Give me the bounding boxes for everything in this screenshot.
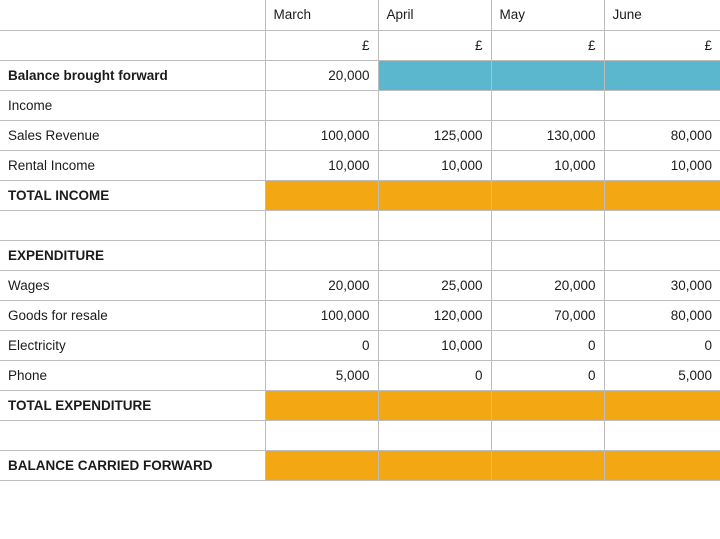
cell-rental-march[interactable]: 10,000 xyxy=(265,150,378,180)
cell-phone-march[interactable]: 5,000 xyxy=(265,360,378,390)
cell-total-income-april[interactable] xyxy=(378,180,491,210)
cell-expenditure-june[interactable] xyxy=(604,240,720,270)
row-label-total-income[interactable]: TOTAL INCOME xyxy=(0,180,265,210)
row-label-expenditure[interactable]: EXPENDITURE xyxy=(0,240,265,270)
table-row xyxy=(0,120,720,150)
column-header-may[interactable]: May xyxy=(491,0,604,30)
table-row xyxy=(0,360,720,390)
cell-income-may[interactable] xyxy=(491,90,604,120)
cell-wages-may[interactable]: 20,000 xyxy=(491,270,604,300)
table-row xyxy=(0,270,720,300)
cell-currency-may[interactable]: £ xyxy=(491,30,604,60)
cell-sales-march[interactable]: 100,000 xyxy=(265,120,378,150)
cell-total-income-may[interactable] xyxy=(491,180,604,210)
table-row xyxy=(0,60,720,90)
table-row xyxy=(0,180,720,210)
cell-spacer2-june[interactable] xyxy=(604,420,720,450)
cell-spacer2-april[interactable] xyxy=(378,420,491,450)
row-label-spacer-2[interactable] xyxy=(0,420,265,450)
cell-spacer1-april[interactable] xyxy=(378,210,491,240)
cell-income-april[interactable] xyxy=(378,90,491,120)
cell-total-exp-march[interactable] xyxy=(265,390,378,420)
row-label-income[interactable]: Income xyxy=(0,90,265,120)
cell-spacer2-may[interactable] xyxy=(491,420,604,450)
cell-bbf-may[interactable] xyxy=(491,60,604,90)
table-row xyxy=(0,390,720,420)
table-row xyxy=(0,210,720,240)
cell-rental-may[interactable]: 10,000 xyxy=(491,150,604,180)
row-label-balance-brought-forward[interactable]: Balance brought forward xyxy=(0,60,265,90)
cell-wages-march[interactable]: 20,000 xyxy=(265,270,378,300)
cell-bbf-april[interactable] xyxy=(378,60,491,90)
cell-rental-april[interactable]: 10,000 xyxy=(378,150,491,180)
cell-rental-june[interactable]: 10,000 xyxy=(604,150,720,180)
row-label-wages[interactable]: Wages xyxy=(0,270,265,300)
cell-wages-june[interactable]: 30,000 xyxy=(604,270,720,300)
cell-row-header-blank[interactable] xyxy=(0,0,265,30)
cell-electricity-march[interactable]: 0 xyxy=(265,330,378,360)
cell-goods-may[interactable]: 70,000 xyxy=(491,300,604,330)
cell-bbf-march[interactable]: 20,000 xyxy=(265,60,378,90)
table-row xyxy=(0,330,720,360)
cell-bbf-june[interactable] xyxy=(604,60,720,90)
cell-electricity-june[interactable]: 0 xyxy=(604,330,720,360)
cell-phone-may[interactable]: 0 xyxy=(491,360,604,390)
cell-goods-april[interactable]: 120,000 xyxy=(378,300,491,330)
cell-phone-june[interactable]: 5,000 xyxy=(604,360,720,390)
cell-expenditure-may[interactable] xyxy=(491,240,604,270)
cell-spacer1-june[interactable] xyxy=(604,210,720,240)
row-label-spacer-1[interactable] xyxy=(0,210,265,240)
column-header-april[interactable]: April xyxy=(378,0,491,30)
cell-phone-april[interactable]: 0 xyxy=(378,360,491,390)
cell-total-exp-may[interactable] xyxy=(491,390,604,420)
cell-total-exp-april[interactable] xyxy=(378,390,491,420)
table-row xyxy=(0,30,720,60)
cell-sales-june[interactable]: 80,000 xyxy=(604,120,720,150)
cell-currency-blank[interactable] xyxy=(0,30,265,60)
row-label-electricity[interactable]: Electricity xyxy=(0,330,265,360)
cell-expenditure-march[interactable] xyxy=(265,240,378,270)
table-row xyxy=(0,450,720,480)
cell-income-june[interactable] xyxy=(604,90,720,120)
table-row xyxy=(0,150,720,180)
cell-spacer1-march[interactable] xyxy=(265,210,378,240)
cell-electricity-april[interactable]: 10,000 xyxy=(378,330,491,360)
cell-goods-march[interactable]: 100,000 xyxy=(265,300,378,330)
cell-currency-march[interactable]: £ xyxy=(265,30,378,60)
cell-electricity-may[interactable]: 0 xyxy=(491,330,604,360)
table-row xyxy=(0,420,720,450)
column-header-june[interactable]: June xyxy=(604,0,720,30)
cell-currency-june[interactable]: £ xyxy=(604,30,720,60)
cell-total-exp-june[interactable] xyxy=(604,390,720,420)
cell-wages-april[interactable]: 25,000 xyxy=(378,270,491,300)
row-label-sales-revenue[interactable]: Sales Revenue xyxy=(0,120,265,150)
cell-bcf-may[interactable] xyxy=(491,450,604,480)
row-label-goods-for-resale[interactable]: Goods for resale xyxy=(0,300,265,330)
cell-spacer2-march[interactable] xyxy=(265,420,378,450)
cell-bcf-march[interactable] xyxy=(265,450,378,480)
cell-expenditure-april[interactable] xyxy=(378,240,491,270)
table-row xyxy=(0,90,720,120)
cell-sales-april[interactable]: 125,000 xyxy=(378,120,491,150)
row-label-phone[interactable]: Phone xyxy=(0,360,265,390)
column-header-march[interactable]: March xyxy=(265,0,378,30)
table-row xyxy=(0,300,720,330)
cell-spacer1-may[interactable] xyxy=(491,210,604,240)
cell-currency-april[interactable]: £ xyxy=(378,30,491,60)
cell-goods-june[interactable]: 80,000 xyxy=(604,300,720,330)
table-row xyxy=(0,240,720,270)
cell-total-income-june[interactable] xyxy=(604,180,720,210)
row-label-total-expenditure[interactable]: TOTAL EXPENDITURE xyxy=(0,390,265,420)
table-row xyxy=(0,0,720,30)
row-label-rental-income[interactable]: Rental Income xyxy=(0,150,265,180)
cell-total-income-march[interactable] xyxy=(265,180,378,210)
row-label-balance-carried-forward[interactable]: BALANCE CARRIED FORWARD xyxy=(0,450,265,480)
cell-income-march[interactable] xyxy=(265,90,378,120)
cell-sales-may[interactable]: 130,000 xyxy=(491,120,604,150)
cell-bcf-april[interactable] xyxy=(378,450,491,480)
cell-bcf-june[interactable] xyxy=(604,450,720,480)
